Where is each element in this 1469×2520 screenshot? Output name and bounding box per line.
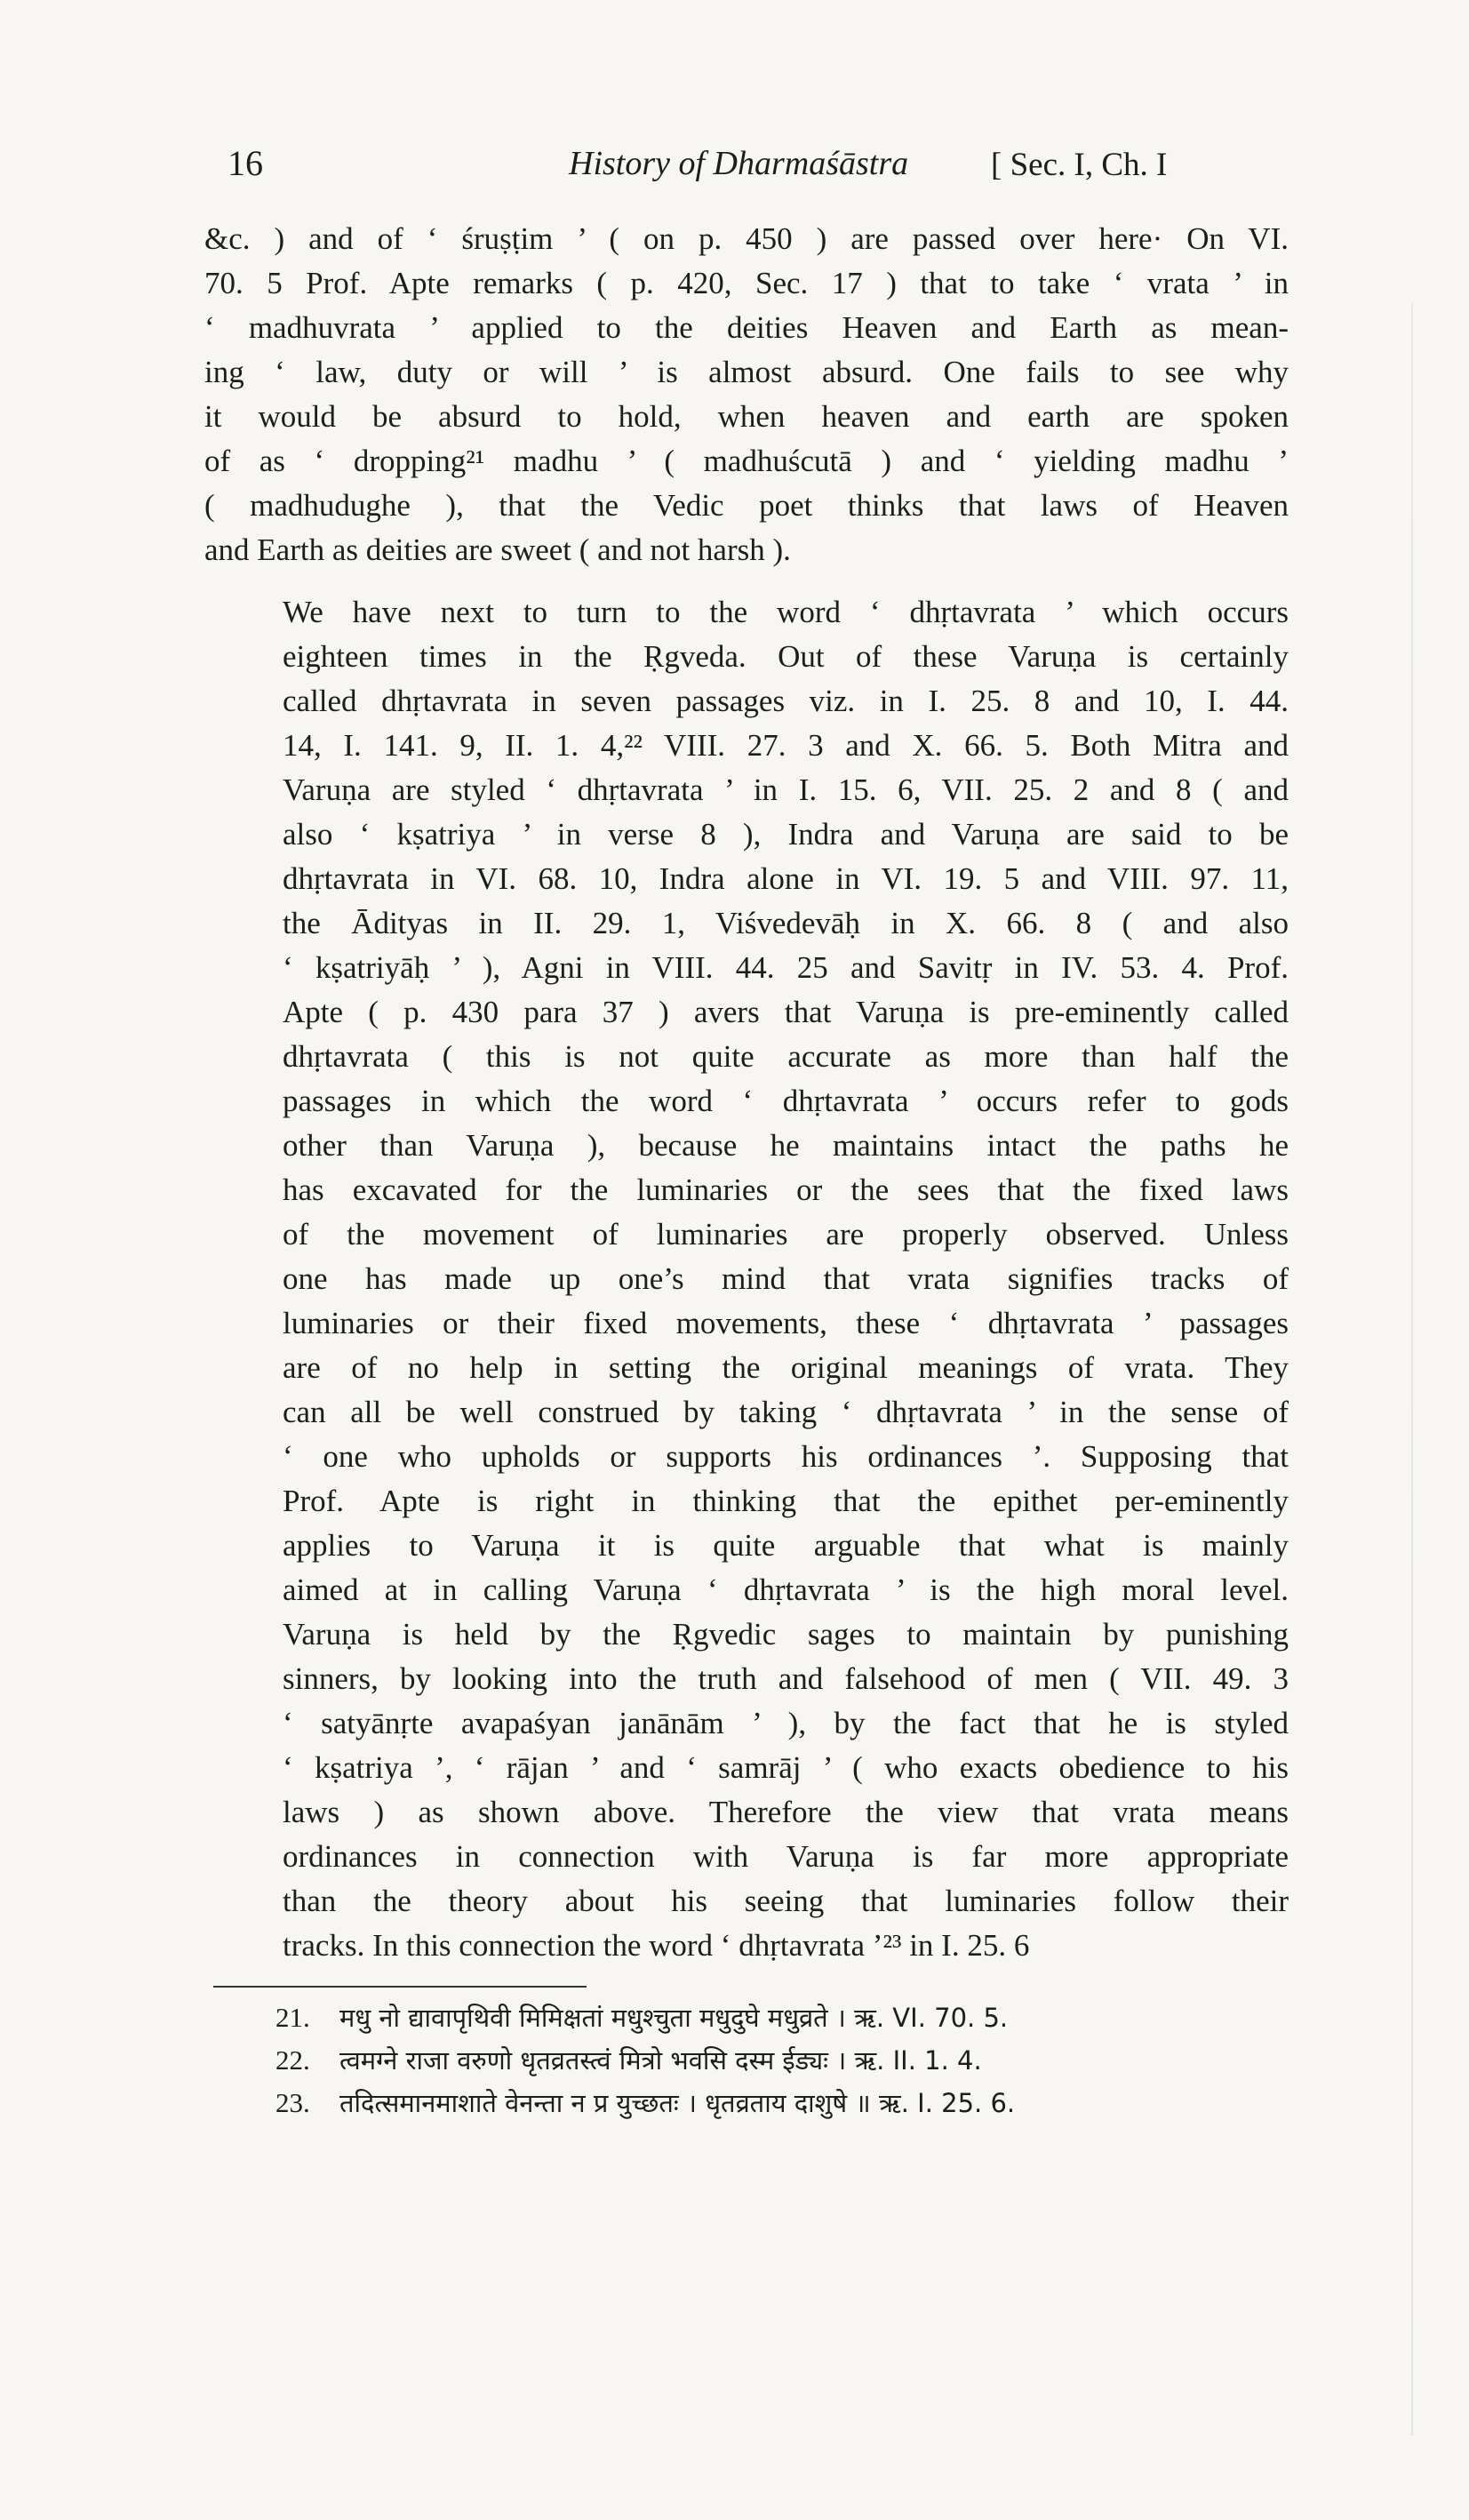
text-line: the Ādityas in II. 29. 1, Viśvedevāḥ in X. 66. 8 ( and also (283, 906, 1289, 940)
text-line: also ‘ kṣatriya ’ in verse 8 ), Indra and Varuṇa are said to be (283, 817, 1289, 852)
footnote-number: 21. (275, 2002, 310, 2033)
text-line: ‘ one who upholds or supports his ordinances ’. Supposing that (283, 1439, 1289, 1474)
footnote-21 (204, 1996, 1289, 2039)
text-line: Varuṇa is held by the Ṛgvedic sages to maintain by punishing (283, 1617, 1289, 1652)
footnote-divider (213, 1986, 587, 1988)
text-line: of as ‘ dropping²¹ madhu ’ ( madhuścutā ) and ‘ yielding madhu ’ (204, 444, 1289, 478)
text-line: of the movement of luminaries are properly observed. Unless (283, 1217, 1289, 1252)
text-line: ( madhudughe ), that the Vedic poet thinks that laws of Heaven (204, 488, 1289, 523)
page-edge-shadow (1411, 302, 1413, 2436)
text-line: ordinances in connection with Varuṇa is far more appropriate (283, 1839, 1289, 1874)
text-line: ‘ kṣatriyāḥ ’ ), Agni in VIII. 44. 25 and Savitṛ in IV. 53. 4. Prof. (283, 950, 1289, 985)
text-line: one has made up one’s mind that vrata signifies tracks of (283, 1261, 1289, 1296)
text-line: Varuṇa are styled ‘ dhṛtavrata ’ in I. 15. 6, VII. 25. 2 and 8 ( and (283, 772, 1289, 807)
running-title: History of Dharmaśāstra (569, 145, 909, 182)
text-line: ing ‘ law, duty or will ’ is almost absurd. One fails to see why (204, 355, 1289, 389)
text-line: ‘ madhuvrata ’ applied to the deities Heaven and Earth as mean- (204, 310, 1289, 345)
text-line: dhṛtavrata in VI. 68. 10, Indra alone in VI. 19. 5 and VIII. 97. 11, (283, 861, 1289, 896)
body-text (204, 217, 1289, 1968)
text-line: applies to Varuṇa it is quite arguable that what is mainly (283, 1528, 1289, 1563)
text-line: tracks. In this connection the word ‘ dhṛtavrata ’²³ in I. 25. 6 (283, 1928, 1030, 1963)
paragraph-1 (204, 217, 1289, 572)
paragraph-2 (204, 590, 1289, 1968)
text-line: can all be well construed by taking ‘ dhṛtavrata ’ in the sense of (283, 1395, 1289, 1429)
text-line: are of no help in setting the original meanings of vrata. They (283, 1350, 1289, 1385)
footnote-text: तदित्समानमाशाते वेनन्ता न प्र युच्छतः । धृतव्रताय दाशुषे ॥ ऋ. I. 25. 6. (339, 2088, 1016, 2118)
footnote-text: मधु नो द्यावापृथिवी मिमिक्षतां मधुश्चुता मधुदुघे मधुव्रते । ऋ. VI. 70. 5. (339, 2003, 1009, 2033)
text-line: ‘ kṣatriya ’, ‘ rājan ’ and ‘ samrāj ’ ( who exacts obedience to his (283, 1750, 1289, 1785)
section-reference: [ Sec. I, Ch. I (991, 147, 1168, 183)
document-page (204, 142, 1289, 2124)
text-line: and Earth as deities are sweet ( and not harsh ). (204, 532, 791, 567)
text-line: sinners, by looking into the truth and falsehood of men ( VII. 49. 3 (283, 1661, 1289, 1696)
page-number: 16 (228, 143, 263, 183)
text-line: 14, I. 141. 9, II. 1. 4,²² VIII. 27. 3 and X. 66. 5. Both Mitra and (283, 728, 1289, 763)
text-line: 70. 5 Prof. Apte remarks ( p. 420, Sec. 17 ) that to take ‘ vrata ’ in (204, 266, 1289, 300)
text-line: &c. ) and of ‘ śruṣṭim ’ ( on p. 450 ) are passed over here· On VI. (204, 221, 1289, 256)
text-line: called dhṛtavrata in seven passages viz. in I. 25. 8 and 10, I. 44. (283, 684, 1289, 718)
page-header (204, 142, 1289, 213)
text-line: Apte ( p. 430 para 37 ) avers that Varuṇa is pre-eminently called (283, 995, 1289, 1029)
footnote-text: त्वमग्ने राजा वरुणो धृतव्रतस्त्वं मित्रो भवसि दस्म ईड्यः । ऋ. II. 1. 4. (339, 2045, 982, 2076)
text-line: ‘ satyānṛte avapaśyan janānām ’ ), by the fact that he is styled (283, 1706, 1289, 1740)
text-line: other than Varuṇa ), because he maintains intact the paths he (283, 1128, 1289, 1163)
footnote-22 (204, 2039, 1289, 2082)
text-line: laws ) as shown above. Therefore the view that vrata means (283, 1795, 1289, 1829)
text-line: aimed at in calling Varuṇa ‘ dhṛtavrata ’ is the high moral level. (283, 1572, 1289, 1607)
footnotes (204, 1996, 1289, 2124)
text-line: dhṛtavrata ( this is not quite accurate as more than half the (283, 1039, 1289, 1074)
footnote-number: 22. (275, 2044, 310, 2076)
text-line: We have next to turn to the word ‘ dhṛtavrata ’ which occurs (283, 595, 1289, 629)
footnote-23 (204, 2082, 1289, 2124)
footnote-number: 23. (275, 2087, 310, 2118)
text-line: it would be absurd to hold, when heaven and earth are spoken (204, 399, 1289, 434)
text-line: Prof. Apte is right in thinking that the epithet per-eminently (283, 1484, 1289, 1518)
text-line: luminaries or their fixed movements, these ‘ dhṛtavrata ’ passages (283, 1306, 1289, 1340)
text-line: eighteen times in the Ṛgveda. Out of these Varuṇa is certainly (283, 639, 1289, 674)
text-line: than the theory about his seeing that luminaries follow their (283, 1884, 1289, 1918)
text-line: has excavated for the luminaries or the sees that the fixed laws (283, 1172, 1289, 1207)
text-line: passages in which the word ‘ dhṛtavrata ’ occurs refer to gods (283, 1084, 1289, 1118)
